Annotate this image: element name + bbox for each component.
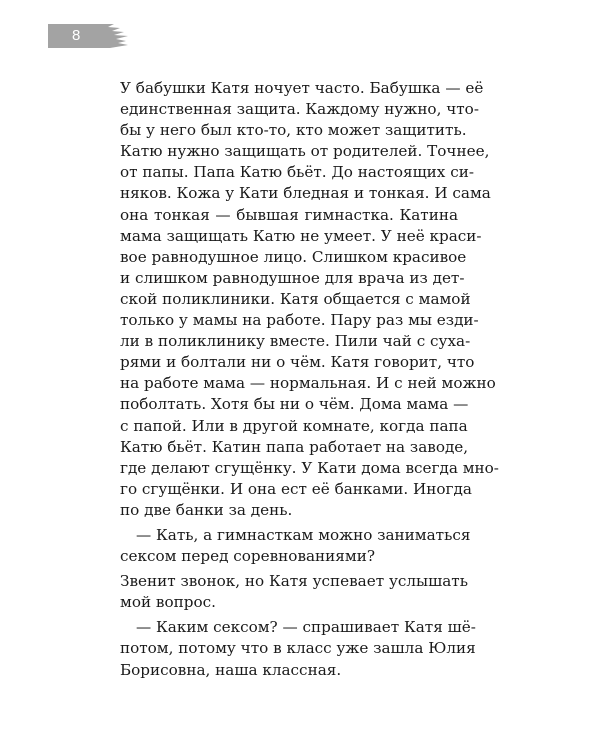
text-line: Катю бьёт. Катин папа работает на заводе, <box>120 437 469 456</box>
text-line: ли в поликлинику вместе. Пили чай с суха- <box>120 332 471 351</box>
paragraph <box>120 78 499 521</box>
text-line: с папой. Или в другой комнате, когда папа <box>120 416 468 435</box>
page-tab-shape <box>48 24 130 48</box>
text-line: мама защищать Катю не умеет. У неё краси- <box>120 226 482 245</box>
page-number-tab <box>48 24 130 48</box>
text-line: на работе мама — нормальная. И с ней можно <box>120 374 496 393</box>
text-line: — Кать, а гимнасткам можно заниматься <box>136 525 471 544</box>
text-line: ской поликлиники. Катя общается с мамой <box>120 289 471 308</box>
text-line: — Каким сексом? — спрашивает Катя шё- <box>136 618 476 637</box>
text-line: мой вопрос. <box>120 593 216 612</box>
text-line: единственная защита. Каждому нужно, что- <box>120 100 479 119</box>
text-line: она тонкая — бывшая гимнастка. Катина <box>120 205 458 224</box>
text-line: няков. Кожа у Кати бледная и тонкая. И сама <box>120 184 491 203</box>
text-line: Борисовна, наша классная. <box>120 660 342 679</box>
text-line: У бабушки Катя ночует часто. Бабушка — её <box>120 79 484 97</box>
page-number: 8 <box>72 27 81 44</box>
text-line: рями и болтали ни о чём. Катя говорит, что <box>120 353 475 372</box>
text-line: вое равнодушное лицо. Слишком красивое <box>120 247 467 266</box>
text-line: и слишком равнодушное для врача из дет- <box>120 268 465 287</box>
paragraph <box>120 571 468 613</box>
text-line: только у мамы на работе. Пару раз мы езди- <box>120 311 479 330</box>
text-line: Звенит звонок, но Катя успевает услышать <box>120 572 468 591</box>
paragraph <box>120 617 476 680</box>
text-line: бы у него был кто-то, кто может защитить. <box>120 121 467 140</box>
text-line: Катю нужно защищать от родителей. Точнее, <box>120 142 490 161</box>
text-line: го сгущёнки. И она ест её банками. Иногда <box>120 479 472 498</box>
text-line: от папы. Папа Катю бьёт. До настоящих си- <box>120 163 474 182</box>
text-line: где делают сгущёнку. У Кати дома всегда мно- <box>120 458 499 477</box>
text-line: по две банки за день. <box>120 500 293 519</box>
text-line: сексом перед соревнованиями? <box>120 547 375 566</box>
text-line: поболтать. Хотя бы ни о чём. Дома мама — <box>120 395 469 414</box>
body-text <box>120 78 499 681</box>
text-line: потом, потому что в класс уже зашла Юлия <box>120 639 476 658</box>
paragraph <box>120 525 471 567</box>
